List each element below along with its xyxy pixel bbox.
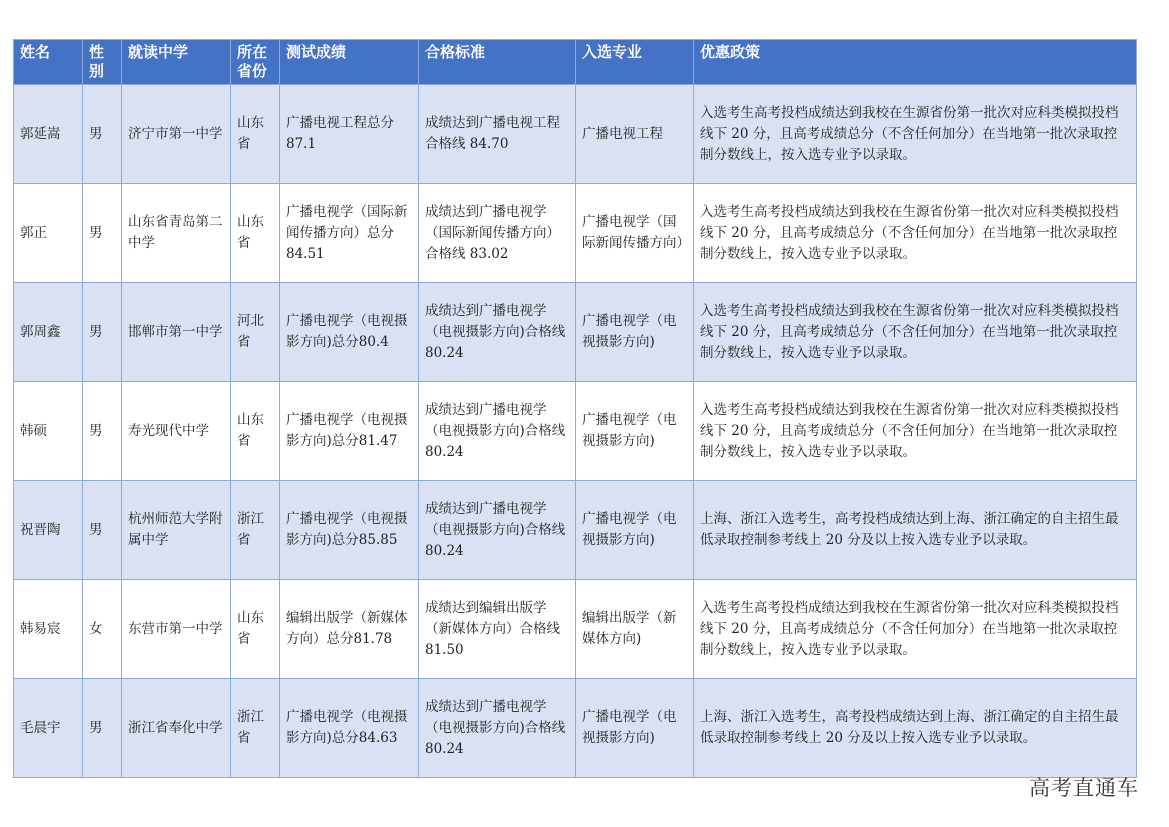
cell-major: 编辑出版学（新媒体方向): [576, 580, 694, 679]
cell-name: 郭延嵩: [14, 85, 83, 184]
table-row: [14, 85, 1137, 184]
table-header-row: [14, 40, 1137, 85]
admission-roster-table: [13, 39, 1137, 778]
cell-policy: 入选考生高考投档成绩达到我校在生源省份第一批次对应科类模拟投档线下 20 分，且高考成绩总分（不含任何加分）在当地第一批次录取控制分数线上，按入选专业予以录取。: [694, 382, 1137, 481]
table-row: [14, 283, 1137, 382]
cell-score: 广播电视学（电视摄影方向)总分84.63: [280, 679, 419, 778]
cell-gender: 男: [83, 679, 122, 778]
cell-policy: 入选考生高考投档成绩达到我校在生源省份第一批次对应科类模拟投档线下 20 分，且高考成绩总分（不含任何加分）在当地第一批次录取控制分数线上，按入选专业予以录取。: [694, 283, 1137, 382]
cell-major: 广播电视学（电视摄影方向): [576, 283, 694, 382]
cell-province: 浙江省: [231, 679, 280, 778]
cell-province: 浙江省: [231, 481, 280, 580]
header-standard: 合格标准: [419, 40, 576, 85]
cell-score: 广播电视学（国际新闻传播方向）总分 84.51: [280, 184, 419, 283]
cell-school: 杭州师范大学附属中学: [122, 481, 231, 580]
cell-name: 韩硕: [14, 382, 83, 481]
cell-name: 郭周鑫: [14, 283, 83, 382]
cell-policy: 上海、浙江入选考生，高考投档成绩达到上海、浙江确定的自主招生最低录取控制参考线上 20 分及以上按入选专业予以录取。: [694, 679, 1137, 778]
cell-major: 广播电视工程: [576, 85, 694, 184]
cell-school: 浙江省奉化中学: [122, 679, 231, 778]
cell-score: 广播电视学（电视摄影方向)总分80.4: [280, 283, 419, 382]
cell-name: 祝晋陶: [14, 481, 83, 580]
table-row: [14, 382, 1137, 481]
header-score: 测试成绩: [280, 40, 419, 85]
cell-standard: 成绩达到广播电视学（电视摄影方向)合格线 80.24: [419, 382, 576, 481]
cell-name: 韩易宸: [14, 580, 83, 679]
cell-province: 山东省: [231, 382, 280, 481]
table-row: [14, 184, 1137, 283]
cell-major: 广播电视学（电视摄影方向): [576, 382, 694, 481]
cell-school: 寿光现代中学: [122, 382, 231, 481]
cell-province: 山东省: [231, 184, 280, 283]
header-name: 姓名: [14, 40, 83, 85]
cell-standard: 成绩达到编辑出版学（新媒体方向）合格线 81.50: [419, 580, 576, 679]
cell-policy: 入选考生高考投档成绩达到我校在生源省份第一批次对应科类模拟投档线下 20 分，且高考成绩总分（不含任何加分）在当地第一批次录取控制分数线上，按入选专业予以录取。: [694, 85, 1137, 184]
cell-standard: 成绩达到广播电视工程合格线 84.70: [419, 85, 576, 184]
header-school: 就读中学: [122, 40, 231, 85]
cell-score: 广播电视工程总分87.1: [280, 85, 419, 184]
cell-name: 郭正: [14, 184, 83, 283]
cell-gender: 男: [83, 85, 122, 184]
cell-policy: 入选考生高考投档成绩达到我校在生源省份第一批次对应科类模拟投档线下 20 分，且高考成绩总分（不含任何加分）在当地第一批次录取控制分数线上，按入选专业予以录取。: [694, 184, 1137, 283]
header-province: 所在省份: [231, 40, 280, 85]
cell-gender: 男: [83, 283, 122, 382]
table-row: [14, 580, 1137, 679]
cell-major: 广播电视学（电视摄影方向): [576, 679, 694, 778]
cell-score: 广播电视学（电视摄影方向)总分85.85: [280, 481, 419, 580]
cell-school: 山东省青岛第二中学: [122, 184, 231, 283]
watermark-text: 高考直通车: [1029, 776, 1139, 800]
cell-province: 山东省: [231, 85, 280, 184]
cell-gender: 男: [83, 481, 122, 580]
cell-score: 编辑出版学（新媒体方向）总分81.78: [280, 580, 419, 679]
cell-school: 济宁市第一中学: [122, 85, 231, 184]
header-gender: 性别: [83, 40, 122, 85]
cell-name: 毛晨宇: [14, 679, 83, 778]
cell-standard: 成绩达到广播电视学（电视摄影方向)合格线 80.24: [419, 481, 576, 580]
cell-gender: 女: [83, 580, 122, 679]
cell-policy: 入选考生高考投档成绩达到我校在生源省份第一批次对应科类模拟投档线下 20 分，且高考成绩总分（不含任何加分）在当地第一批次录取控制分数线上，按入选专业予以录取。: [694, 580, 1137, 679]
cell-gender: 男: [83, 382, 122, 481]
cell-province: 山东省: [231, 580, 280, 679]
cell-gender: 男: [83, 184, 122, 283]
cell-standard: 成绩达到广播电视学（国际新闻传播方向）合格线 83.02: [419, 184, 576, 283]
cell-major: 广播电视学（电视摄影方向): [576, 481, 694, 580]
cell-score: 广播电视学（电视摄影方向)总分81.47: [280, 382, 419, 481]
table-row: [14, 481, 1137, 580]
table-row: [14, 679, 1137, 778]
cell-standard: 成绩达到广播电视学（电视摄影方向)合格线 80.24: [419, 283, 576, 382]
cell-school: 邯郸市第一中学: [122, 283, 231, 382]
cell-policy: 上海、浙江入选考生，高考投档成绩达到上海、浙江确定的自主招生最低录取控制参考线上 20 分及以上按入选专业予以录取。: [694, 481, 1137, 580]
header-policy: 优惠政策: [694, 40, 1137, 85]
cell-province: 河北省: [231, 283, 280, 382]
cell-standard: 成绩达到广播电视学（电视摄影方向)合格线 80.24: [419, 679, 576, 778]
cell-major: 广播电视学（国际新闻传播方向）: [576, 184, 694, 283]
cell-school: 东营市第一中学: [122, 580, 231, 679]
header-major: 入选专业: [576, 40, 694, 85]
